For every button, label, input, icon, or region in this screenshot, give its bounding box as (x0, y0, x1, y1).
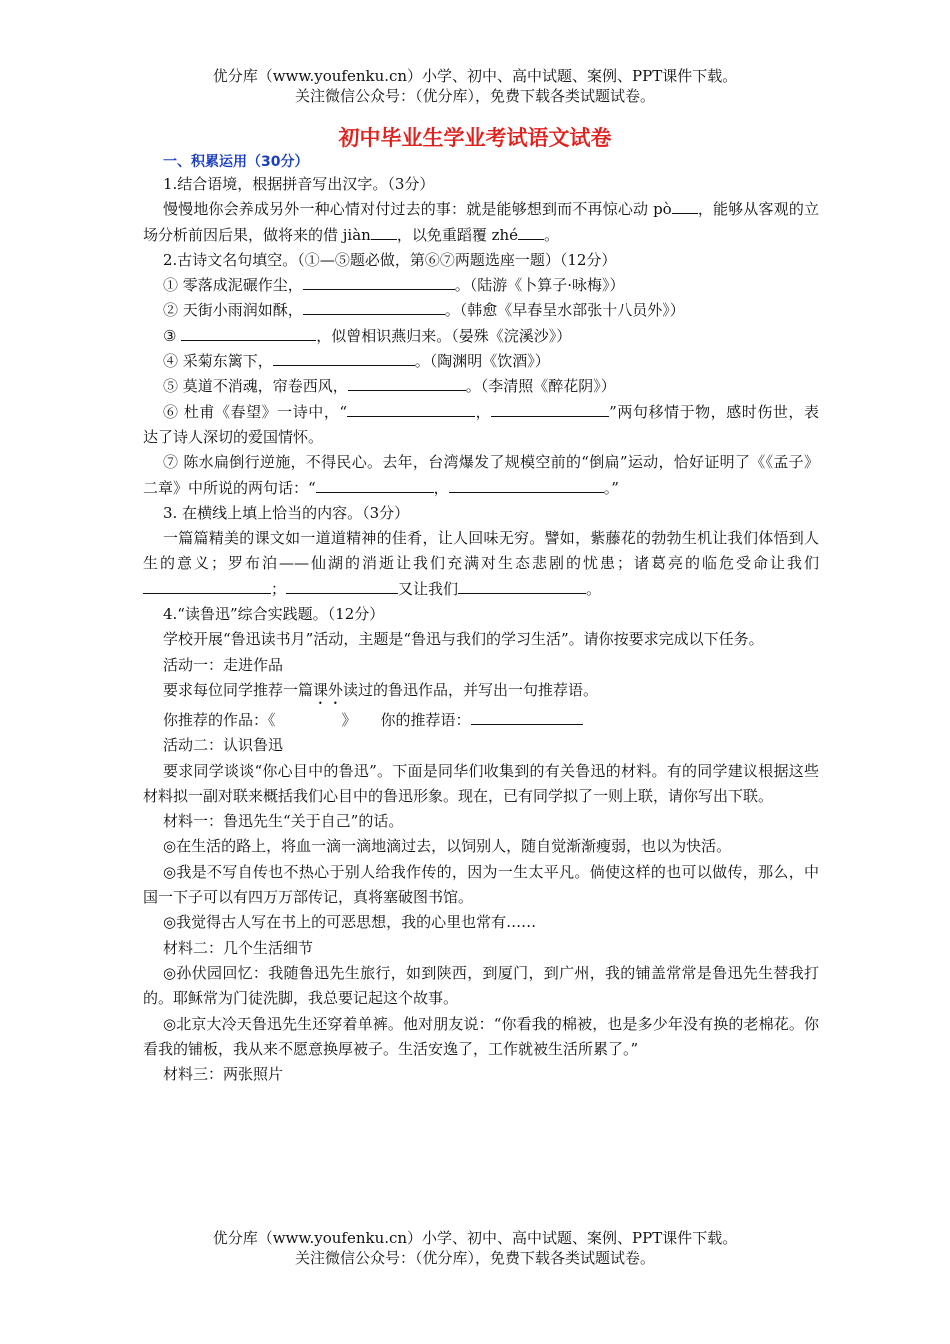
answer-blank[interactable] (286, 577, 398, 594)
footer-line-2: 关注微信公众号：（优分库），免费下载各类试题试卷。 (294, 1249, 655, 1267)
material-1-title: 材料一：鲁迅先生“关于自己”的话。 (163, 812, 404, 831)
exam-title: 初中毕业生学业考试语文试卷 (338, 126, 612, 150)
answer-blank[interactable] (316, 476, 434, 493)
q3-text: 一篇篇精美的课文如一道道精神的佳肴，让人回味无穷。譬如，紫藤花的勃勃生机让我们体悟到人生的意义；罗布泊——仙湖的消逝让我们充满对生态悲剧的忧患；诸葛亮的临危受命让我们； 又让我们 。 (143, 529, 819, 598)
q1-stem: 1.结合语境，根据拼音写出汉字。（3分） (163, 175, 435, 193)
q2-line-5: ⑤ 莫道不消魂，帘卷西风， 。（李清照《醉花阴》） (143, 374, 819, 399)
material-1-item: ◎我是不写自传也不热心于别人给我作传的，因为一生太平凡。倘使这样的也可以做传，那么，中国一下子可以有四万万部传记，真将塞破图书馆。 (143, 862, 819, 907)
section-heading: 一、积累运用（30分） (163, 154, 309, 170)
activity-1-title: 活动一：走进作品 (163, 655, 284, 674)
answer-blank[interactable] (518, 223, 544, 240)
q2-stem: 2.古诗文名句填空。（①—⑤题必做，第⑥⑦两题选座一题）（12分） (163, 250, 617, 269)
answer-blank[interactable] (273, 349, 415, 366)
material-1-item: ◎我觉得古人写在书上的可恶思想，我的心里也常有…… (163, 913, 537, 932)
q2-line-7: ⑦ 陈水扁倒行逆施，不得民心。去年，台湾爆发了规模空前的“倒扁”运动，恰好证明了《《孟子》二章》中所说的两句话：“ ， 。” (143, 453, 819, 497)
answer-blank[interactable] (181, 324, 316, 341)
answer-blank[interactable] (672, 197, 698, 214)
answer-blank[interactable] (491, 400, 609, 417)
footer-line-1: 优分库（www.youfenku.cn）小学、初中、高中试题、案例、PPT课件下载。 (212, 1229, 738, 1247)
q4-intro: 学校开展“鲁迅读书月”活动，主题是“鲁迅与我们的学习生活”。请你按要求完成以下任务。 (163, 630, 764, 649)
material-2-item: ◎孙伏园回忆：我随鲁迅先生旅行，如到陕西，到厦门，到广州，我的铺盖常常是鲁迅先生替我打的。耶稣常为门徒洗脚，我总要记起这个故事。 (143, 963, 819, 1008)
answer-blank[interactable] (449, 476, 604, 493)
answer-blank[interactable] (458, 577, 586, 594)
activity-2-title: 活动二：认识鲁迅 (163, 736, 284, 755)
material-2-title: 材料二：几个生活细节 (163, 938, 314, 957)
q2-line-2: ② 天街小雨润如酥， 。（韩愈《早春呈水部张十八员外》） (143, 298, 819, 323)
exam-body (143, 172, 819, 1087)
material-1-item: ◎在生活的路上，将血一滴一滴地滴过去，以饲别人，随自觉渐渐瘦弱，也以为快活。 (163, 837, 732, 856)
recommendation-line: 你推荐的作品：《 》 你的推荐语： (143, 708, 819, 733)
answer-blank[interactable] (303, 273, 455, 290)
q2-line-1: ① 零落成泥碾作尘， 。（陆游《卜算子·咏梅》） (143, 273, 819, 298)
answer-blank[interactable] (348, 374, 466, 391)
q2-line-3: ③ ，似曾相识燕归来。（晏殊《浣溪沙》） (143, 324, 819, 349)
answer-blank[interactable] (143, 577, 271, 594)
header-line-2: 关注微信公众号：（优分库），免费下载各类试题试卷。 (294, 87, 655, 105)
q2-line-4: ④ 采菊东篱下， 。（陶渊明《饮酒》） (143, 349, 819, 374)
material-3-title: 材料三：两张照片 (163, 1065, 284, 1084)
header-line-1: 优分库（www.youfenku.cn）小学、初中、高中试题、案例、PPT课件下载。 (212, 67, 738, 85)
material-2-item: ◎北京大冷天鲁迅先生还穿着单裤。他对朋友说：“你看我的棉被，也是多少年没有换的老棉花。你看我的铺板，我从来不愿意换厚被子。生活安逸了，工作就被生活所累了。” (143, 1014, 819, 1058)
answer-blank[interactable] (371, 223, 397, 240)
q2-line-6: ⑥ 杜甫《春望》一诗中，“ ， ”两句移情于物，感时伤世，表达了诗人深切的爱国情怀。 (143, 400, 819, 451)
activity-1-requirement: 要求每位同学推荐一篇课外读过的鲁迅作品，并写出一句推荐语。 (163, 680, 599, 699)
activity-2-requirement: 要求同学谈谈“你心目中的鲁迅”。下面是同华们收集到的有关鲁迅的材料。有的同学建议根据这些材料拟一副对联来概括我们心目中的鲁迅形象。现在，已有同学拟了一则上联，请你写出下联。 (143, 761, 819, 805)
answer-blank[interactable] (471, 708, 583, 725)
q4-stem: 4.“读鲁迅”综合实践题。（12分） (163, 605, 385, 624)
page-footer (0, 1228, 950, 1268)
page-header (0, 66, 950, 106)
answer-blank[interactable] (347, 400, 475, 417)
q1-text: 慢慢地你会养成另外一种心情对付过去的事：就是能够想到而不再惊心动 pò ，能够从客观的立场分析前因后果，做将来的借 jiàn ，以免重蹈覆 zhé 。 (143, 197, 819, 248)
q3-stem: 3. 在横线上填上恰当的内容。（3分） (163, 503, 410, 522)
answer-blank[interactable] (303, 298, 445, 315)
